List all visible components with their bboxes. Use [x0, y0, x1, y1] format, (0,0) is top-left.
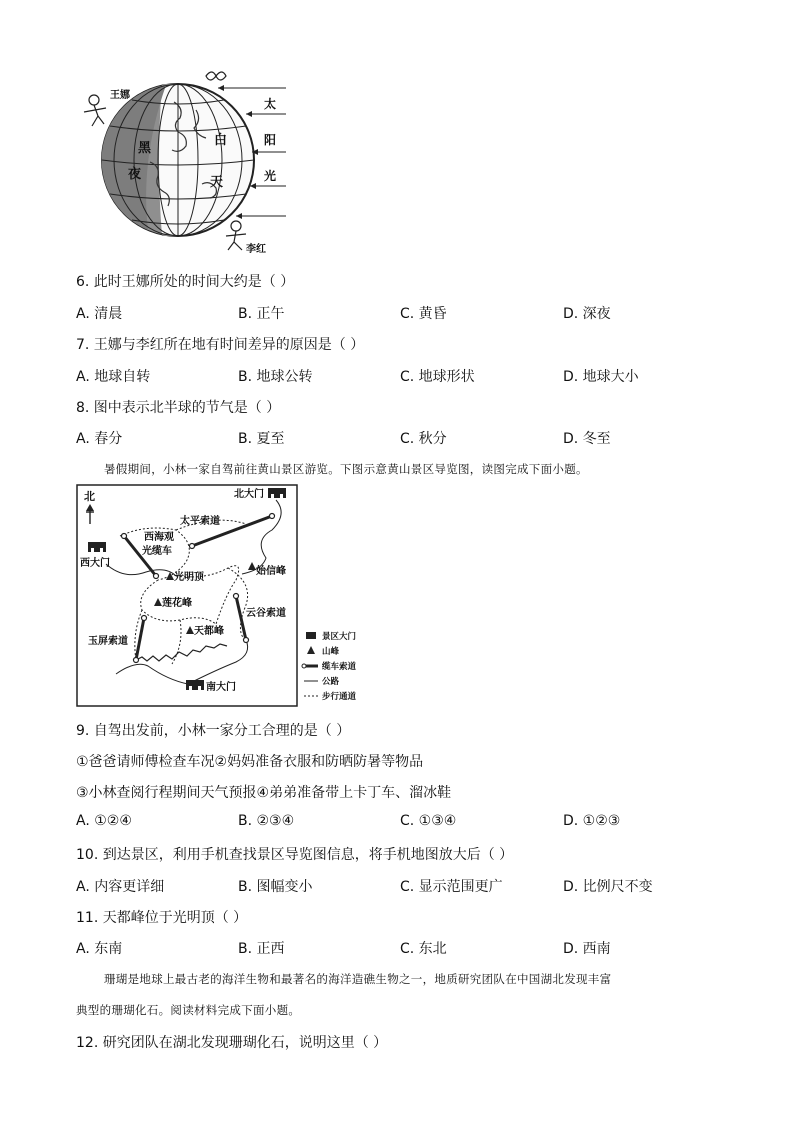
- legend-road: 公路: [322, 677, 340, 687]
- legend-cableway: 缆车索道: [322, 662, 357, 672]
- sun-char-2: 阳: [264, 133, 277, 147]
- huangshan-map: [76, 484, 376, 710]
- night-char-1: 黑: [138, 141, 152, 156]
- q7-option-d[interactable]: D. 地球大小: [563, 369, 639, 385]
- gate-icon-west: [88, 542, 106, 552]
- cableway-xihai-label-1: 西海观: [144, 532, 174, 543]
- q11-option-c[interactable]: C. 东北: [400, 941, 447, 957]
- q7-option-b[interactable]: B. 地球公转: [238, 369, 313, 385]
- q11-stem: 11. 天都峰位于光明顶（ ）: [76, 910, 248, 926]
- person-bottom-label: 李红: [246, 244, 266, 255]
- north-label: 北: [84, 490, 95, 503]
- q6-option-b[interactable]: B. 正午: [238, 306, 285, 322]
- q8-option-a[interactable]: A. 春分: [76, 431, 123, 447]
- q9-line1: ①爸爸请师傅检查车况②妈妈准备衣服和防晒防暑等物品: [76, 754, 424, 770]
- q8-option-d[interactable]: D. 冬至: [563, 431, 611, 447]
- gate-west-label: 西大门: [80, 558, 110, 569]
- q6-option-c[interactable]: C. 黄昏: [400, 306, 447, 322]
- q9-option-b[interactable]: B. ②③④: [238, 813, 295, 829]
- q11-option-d[interactable]: D. 西南: [563, 941, 611, 957]
- gate-south-label: 南大门: [206, 682, 236, 693]
- q6-stem: 6. 此时王娜所处的时间大约是（ ）: [76, 274, 295, 290]
- cableway-xihai-label-2: 光缆车: [142, 546, 172, 557]
- q7-stem: 7. 王娜与李红所在地有时间差异的原因是（ ）: [76, 337, 365, 353]
- peak-shixin-label: 始信峰: [256, 566, 286, 577]
- person-top-label: 王娜: [110, 90, 130, 101]
- q8-stem: 8. 图中表示北半球的节气是（ ）: [76, 400, 281, 416]
- q11-option-b[interactable]: B. 正西: [238, 941, 285, 957]
- legend-gate: 景区大门: [322, 632, 357, 642]
- day-night-earth-figure: [70, 66, 300, 256]
- peak-tiandu-label: 天都峰: [194, 626, 224, 637]
- q12-stem: 12. 研究团队在湖北发现珊瑚化石，说明这里（ ）: [76, 1035, 388, 1051]
- gate-icon-north: [268, 488, 286, 498]
- q8-option-b[interactable]: B. 夏至: [238, 431, 285, 447]
- intro-coral-line2: 典型的珊瑚化石。阅读材料完成下面小题。: [76, 1003, 301, 1017]
- q7-option-a[interactable]: A. 地球自转: [76, 369, 151, 385]
- q9-option-a[interactable]: A. ①②④: [76, 813, 132, 829]
- peak-guangming-label: 光明顶: [174, 572, 204, 583]
- q9-stem: 9. 自驾出发前，小林一家分工合理的是（ ）: [76, 723, 351, 739]
- q11-option-a[interactable]: A. 东南: [76, 941, 123, 957]
- q10-option-b[interactable]: B. 图幅变小: [238, 879, 313, 895]
- q8-option-c[interactable]: C. 秋分: [400, 431, 447, 447]
- day-char-1: 白: [214, 133, 228, 148]
- q10-stem: 10. 到达景区，利用手机查找景区导览图信息，将手机地图放大后（ ）: [76, 847, 514, 863]
- q10-option-d[interactable]: D. 比例尺不变: [563, 879, 653, 895]
- sun-char-3: 光: [264, 169, 277, 183]
- sun-char-1: 太: [264, 97, 277, 111]
- night-char-2: 夜: [128, 167, 142, 182]
- intro-coral-line1: 珊瑚是地球上最古老的海洋生物和最著名的海洋造礁生物之一，地质研究团队在中国湖北发现丰富: [104, 972, 612, 986]
- cableway-yunggu-label: 云谷索道: [246, 608, 286, 619]
- intro-huangshan: 暑假期间，小林一家自驾前往黄山景区游览。下图示意黄山景区导览图，读图完成下面小题。: [104, 462, 588, 476]
- q6-option-d[interactable]: D. 深夜: [563, 306, 611, 322]
- q10-option-a[interactable]: A. 内容更详细: [76, 879, 165, 895]
- cableway-taiping-label: 太平索道: [180, 516, 220, 527]
- legend-peak: 山峰: [322, 647, 340, 657]
- q9-option-d[interactable]: D. ①②③: [563, 813, 621, 829]
- person-lihong-icon: [226, 221, 246, 250]
- legend: [302, 631, 357, 702]
- q9-option-c[interactable]: C. ①③④: [400, 813, 457, 829]
- q10-option-c[interactable]: C. 显示范围更广: [400, 879, 503, 895]
- person-wangna-icon: [84, 95, 106, 126]
- q9-line2: ③小林查阅行程期间天气预报④弟弟准备带上卡丁车、溜冰鞋: [76, 785, 452, 801]
- gate-icon-south: [186, 680, 204, 690]
- peak-lianhua-label: 莲花峰: [162, 598, 192, 609]
- q7-option-c[interactable]: C. 地球形状: [400, 369, 475, 385]
- gate-north-label: 北大门: [234, 489, 264, 500]
- q6-option-a[interactable]: A. 清晨: [76, 306, 123, 322]
- day-char-2: 天: [210, 175, 224, 190]
- cableway-yuping-label: 玉屏索道: [88, 636, 128, 647]
- legend-trail: 步行通道: [322, 692, 357, 702]
